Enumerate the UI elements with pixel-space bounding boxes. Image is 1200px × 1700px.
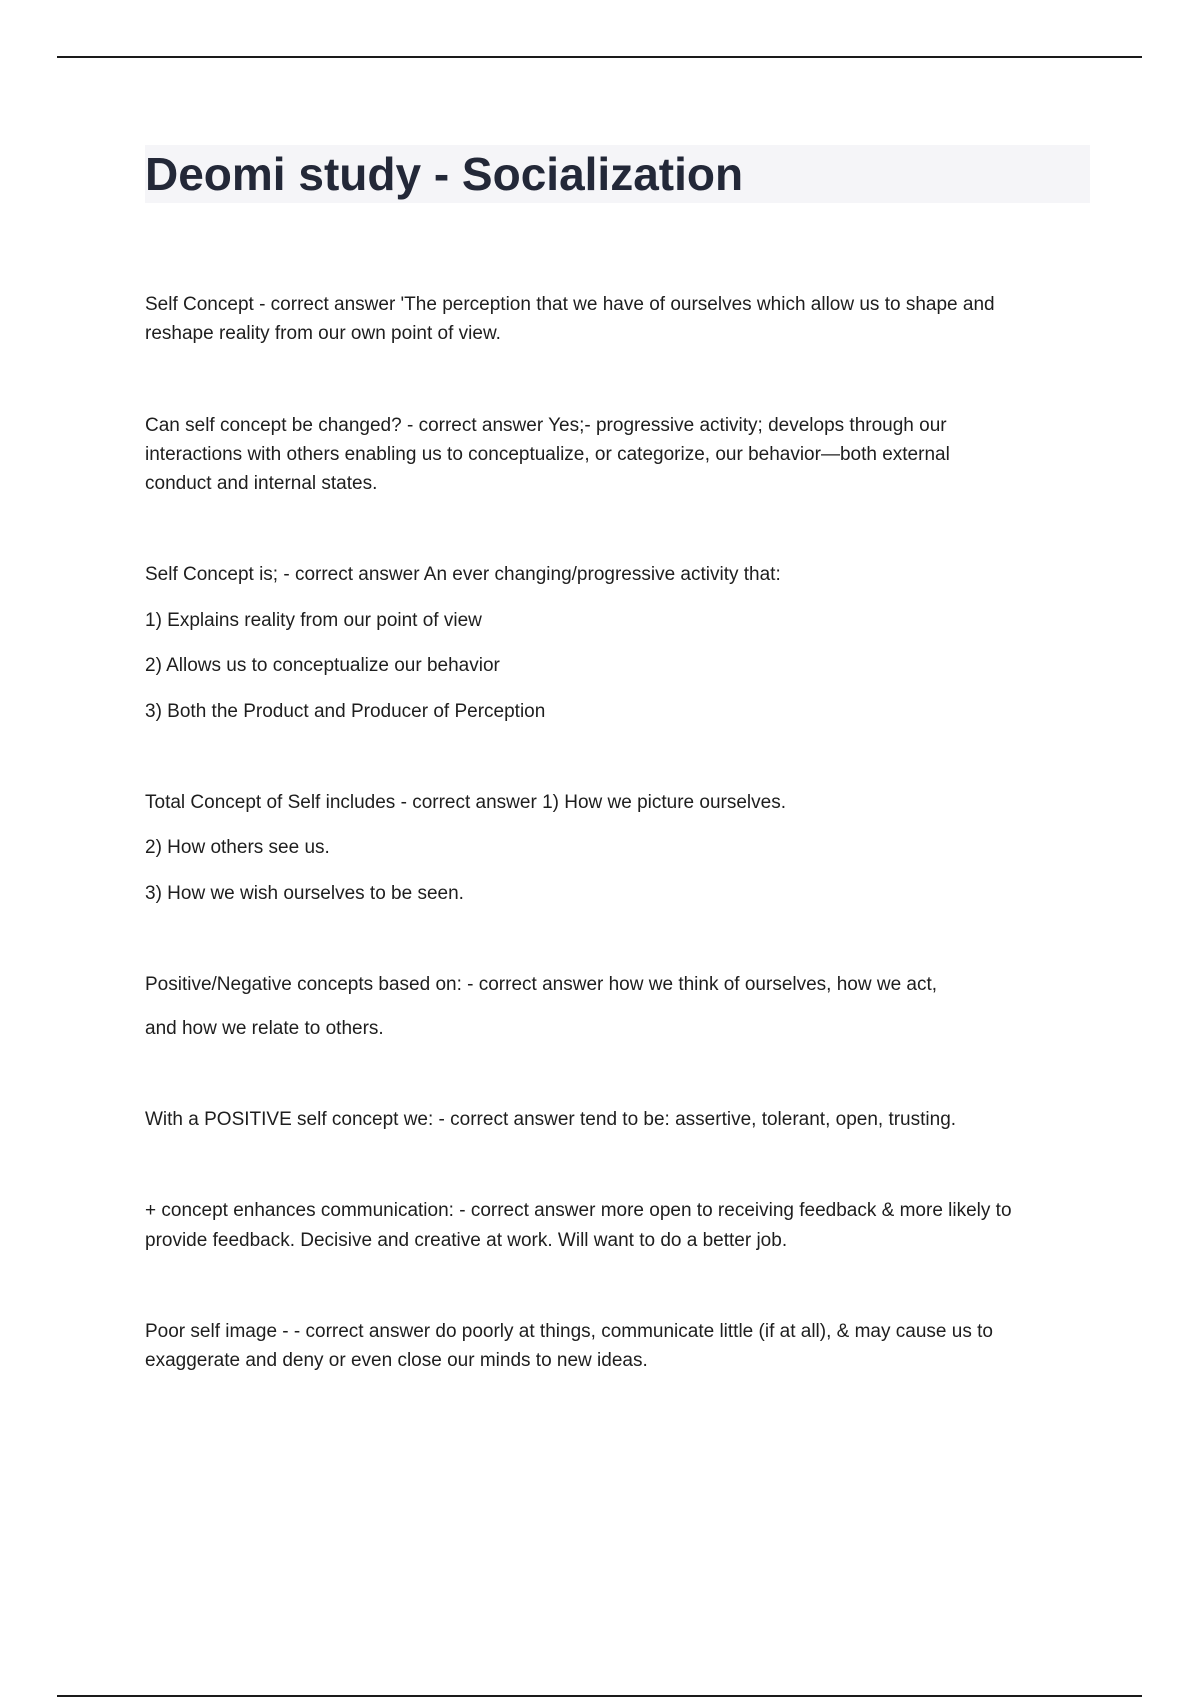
- text-line: and how we relate to others.: [145, 1018, 384, 1039]
- text-line: exaggerate and deny or even close our minds to new ideas.: [145, 1350, 648, 1371]
- text-line: Poor self image - - correct answer do poorly at things, communicate little (if at all), & may cause us to: [145, 1321, 993, 1342]
- text-line: 3) How we wish ourselves to be seen.: [145, 883, 464, 904]
- text-line: 1) Explains reality from our point of view: [145, 610, 482, 631]
- text-line: + concept enhances communication: - correct answer more open to receiving feedback & more likely to: [145, 1200, 1012, 1221]
- page-title: Deomi study - Socialization: [145, 148, 744, 200]
- text-line: 2) How others see us.: [145, 837, 330, 858]
- bottom-rule: [57, 1695, 1142, 1697]
- text-line: Can self concept be changed? - correct answer Yes;- progressive activity; develops through our: [145, 415, 947, 436]
- text-line: interactions with others enabling us to conceptualize, or categorize, our behavior—both external: [145, 444, 950, 465]
- text-line: provide feedback. Decisive and creative at work. Will want to do a better job.: [145, 1230, 788, 1251]
- text-line: reshape reality from our own point of view.: [145, 323, 501, 344]
- text-line: Positive/Negative concepts based on: - correct answer how we think of ourselves, how we act,: [145, 974, 938, 995]
- text-line: With a POSITIVE self concept we: - correct answer tend to be: assertive, tolerant, open, trusting.: [145, 1109, 957, 1130]
- text-line: Self Concept is; - correct answer An ever changing/progressive activity that:: [145, 564, 781, 585]
- top-rule: [57, 56, 1142, 58]
- text-line: 2) Allows us to conceptualize our behavior: [145, 655, 500, 676]
- text-line: Self Concept - correct answer 'The perception that we have of ourselves which allow us to shape and: [145, 294, 995, 315]
- title-banner: [145, 145, 1090, 203]
- text-line: 3) Both the Product and Producer of Perception: [145, 701, 546, 722]
- text-line: conduct and internal states.: [145, 473, 378, 494]
- text-line: Total Concept of Self includes - correct answer 1) How we picture ourselves.: [145, 792, 786, 813]
